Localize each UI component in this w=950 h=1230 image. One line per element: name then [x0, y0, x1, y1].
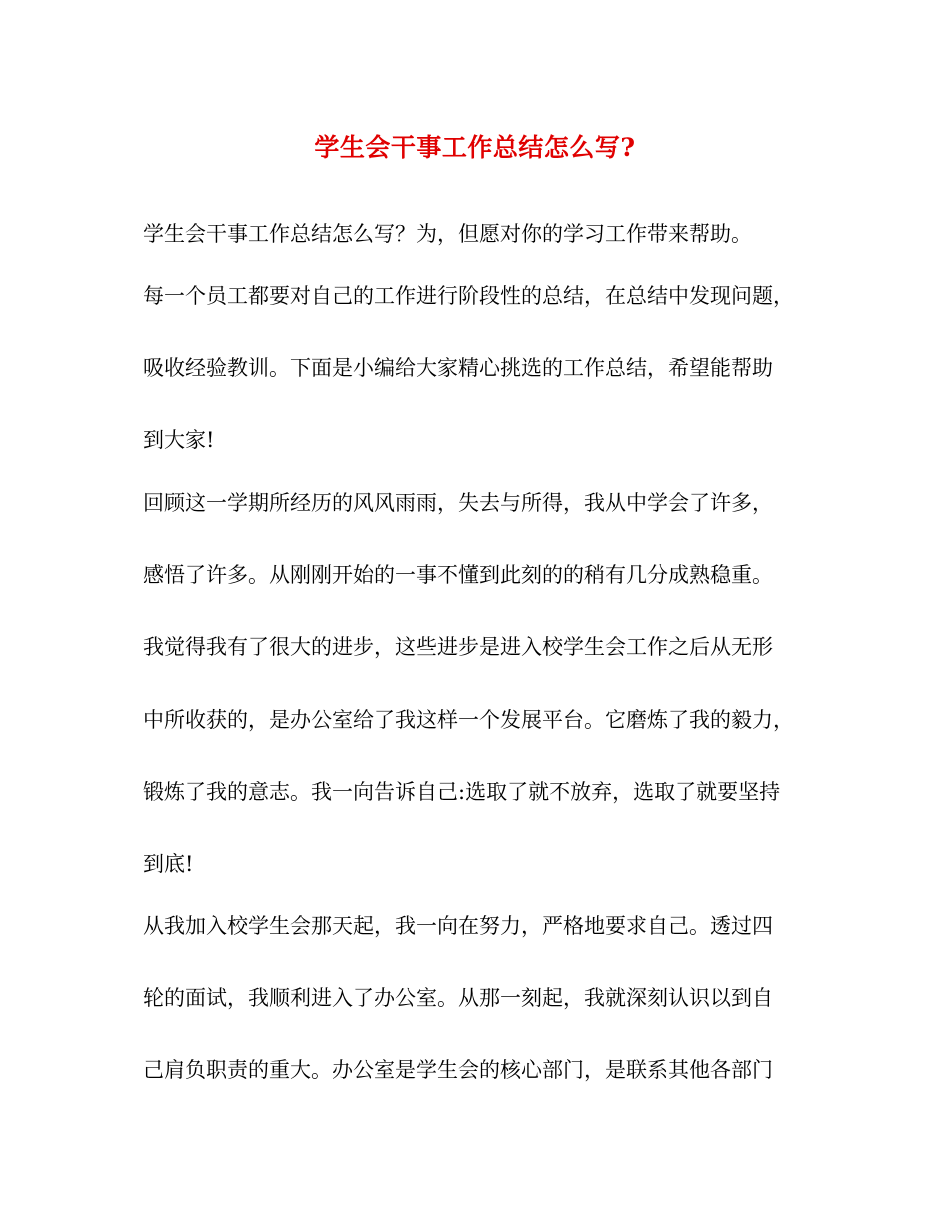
body-line-2: 每一个员工都要对自己的工作进行阶段性的总结，在总结中发现问题，	[143, 284, 794, 308]
body-line-6: 感悟了许多。从刚刚开始的一事不懂到此刻的的稍有几分成熟稳重。	[143, 563, 773, 587]
body-line-3: 吸收经验教训。下面是小编给大家精心挑选的工作总结，希望能帮助	[143, 356, 773, 380]
body-line-1: 学生会干事工作总结怎么写？为，但愿对你的学习工作带来帮助。	[143, 222, 752, 246]
body-line-13: 己肩负职责的重大。办公室是学生会的核心部门，是联系其他各部门	[143, 1058, 773, 1082]
body-line-12: 轮的面试，我顺利进入了办公室。从那一刻起，我就深刻认识以到自	[143, 986, 773, 1010]
document-title: 学生会干事工作总结怎么写?	[314, 133, 636, 162]
body-line-10: 到底!	[143, 852, 194, 876]
body-line-11: 从我加入校学生会那天起，我一向在努力，严格地要求自己。透过四	[143, 914, 773, 938]
body-line-4: 到大家!	[143, 428, 215, 452]
body-line-7: 我觉得我有了很大的进步，这些进步是进入校学生会工作之后从无形	[143, 635, 773, 659]
body-line-5: 回顾这一学期所经历的风风雨雨，失去与所得，我从中学会了许多，	[143, 491, 773, 515]
body-line-9: 锻炼了我的意志。我一向告诉自己:选取了就不放弃，选取了就要坚持	[143, 780, 781, 804]
body-line-8: 中所收获的，是办公室给了我这样一个发展平台。它磨炼了我的毅力，	[143, 708, 794, 732]
